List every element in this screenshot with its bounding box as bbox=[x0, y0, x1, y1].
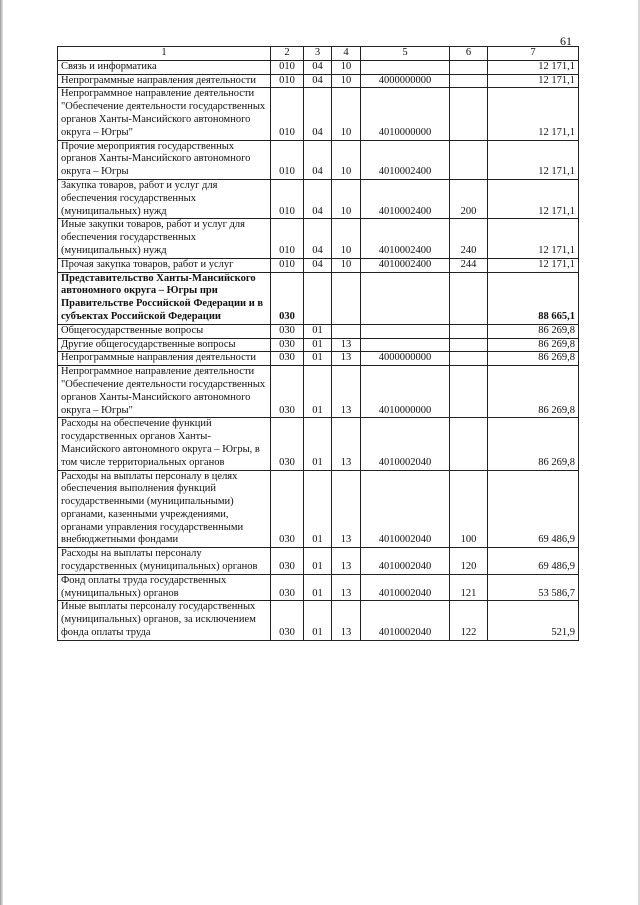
row-amount-cell: 69 486,9 bbox=[488, 470, 579, 548]
row-name-cell: Связь и информатика bbox=[58, 60, 271, 74]
row-admin-code-cell: 030 bbox=[271, 272, 304, 324]
row-subsection-cell bbox=[332, 272, 361, 324]
row-expense-type-cell bbox=[450, 338, 488, 352]
row-name-cell: Расходы на выплаты персоналу государственных (муниципальных) органов bbox=[58, 548, 271, 575]
row-admin-code-cell: 030 bbox=[271, 338, 304, 352]
row-amount-cell: 12 171,1 bbox=[488, 74, 579, 88]
row-section-cell: 01 bbox=[304, 366, 332, 418]
row-expense-type-cell bbox=[450, 352, 488, 366]
row-name-cell: Фонд оплаты труда государственных (муниципальных) органов bbox=[58, 574, 271, 601]
row-section-cell: 04 bbox=[304, 60, 332, 74]
table-row bbox=[58, 352, 579, 366]
row-section-cell: 01 bbox=[304, 352, 332, 366]
table-row bbox=[58, 74, 579, 88]
row-amount-cell: 12 171,1 bbox=[488, 179, 579, 218]
table-row bbox=[58, 60, 579, 74]
row-section-cell: 04 bbox=[304, 140, 332, 179]
row-name-cell: Представительство Ханты-Мансийского автономного округа – Югры при Правительстве Российской Федерации и в субъектах Российской Федерации bbox=[58, 272, 271, 324]
column-header-6: 6 bbox=[450, 47, 488, 61]
row-expense-type-cell bbox=[450, 60, 488, 74]
column-header-7: 7 bbox=[488, 47, 579, 61]
row-subsection-cell: 13 bbox=[332, 418, 361, 470]
row-admin-code-cell: 010 bbox=[271, 74, 304, 88]
row-section-cell: 01 bbox=[304, 324, 332, 338]
row-expense-type-cell bbox=[450, 140, 488, 179]
table-body bbox=[58, 47, 579, 641]
row-amount-cell: 69 486,9 bbox=[488, 548, 579, 575]
row-target-article-cell: 4010002040 bbox=[361, 418, 450, 470]
row-name-cell: Прочие мероприятия государственных органов Ханты-Мансийского автономного округа – Югры bbox=[58, 140, 271, 179]
row-admin-code-cell: 010 bbox=[271, 88, 304, 140]
row-expense-type-cell: 100 bbox=[450, 470, 488, 548]
row-subsection-cell: 10 bbox=[332, 74, 361, 88]
row-name-cell: Иные закупки товаров, работ и услуг для обеспечения государственных (муниципальных) нужд bbox=[58, 219, 271, 258]
row-subsection-cell: 10 bbox=[332, 88, 361, 140]
row-target-article-cell: 4010000000 bbox=[361, 88, 450, 140]
table-row bbox=[58, 324, 579, 338]
row-amount-cell: 86 269,8 bbox=[488, 418, 579, 470]
row-section-cell: 01 bbox=[304, 418, 332, 470]
row-expense-type-cell: 121 bbox=[450, 574, 488, 601]
row-name-cell: Расходы на обеспечение функций государственных органов Ханты-Мансийского автономного округа – Югры, в том числе территориальных органов bbox=[58, 418, 271, 470]
row-name-cell: Непрограммные направления деятельности bbox=[58, 352, 271, 366]
table-row bbox=[58, 418, 579, 470]
row-section-cell: 04 bbox=[304, 258, 332, 272]
row-admin-code-cell: 030 bbox=[271, 324, 304, 338]
row-name-cell: Непрограммное направление деятельности "Обеспечение деятельности государственных органов Ханты-Мансийского автономного округа – Югры" bbox=[58, 88, 271, 140]
row-target-article-cell bbox=[361, 272, 450, 324]
table-row bbox=[58, 272, 579, 324]
row-expense-type-cell: 200 bbox=[450, 179, 488, 218]
row-name-cell: Общегосударственные вопросы bbox=[58, 324, 271, 338]
page-number: 61 bbox=[560, 34, 572, 48]
table-row bbox=[58, 601, 579, 640]
row-section-cell: 04 bbox=[304, 74, 332, 88]
row-name-cell: Расходы на выплаты персоналу в целях обеспечения выполнения функций государственными (муниципальными) органами, казенными учреждениями, органами управления государственными внебюджетными фондами bbox=[58, 470, 271, 548]
row-expense-type-cell: 244 bbox=[450, 258, 488, 272]
budget-table bbox=[57, 46, 579, 641]
row-amount-cell: 12 171,1 bbox=[488, 140, 579, 179]
row-section-cell: 04 bbox=[304, 88, 332, 140]
row-subsection-cell: 10 bbox=[332, 140, 361, 179]
row-amount-cell: 521,9 bbox=[488, 601, 579, 640]
row-subsection-cell bbox=[332, 324, 361, 338]
column-header-1: 1 bbox=[58, 47, 271, 61]
row-target-article-cell bbox=[361, 338, 450, 352]
row-admin-code-cell: 030 bbox=[271, 601, 304, 640]
row-admin-code-cell: 010 bbox=[271, 60, 304, 74]
row-section-cell: 01 bbox=[304, 601, 332, 640]
row-amount-cell: 86 269,8 bbox=[488, 366, 579, 418]
row-amount-cell: 53 586,7 bbox=[488, 574, 579, 601]
table-row bbox=[58, 179, 579, 218]
table-row bbox=[58, 88, 579, 140]
row-amount-cell: 12 171,1 bbox=[488, 60, 579, 74]
row-expense-type-cell bbox=[450, 74, 488, 88]
row-name-cell: Прочая закупка товаров, работ и услуг bbox=[58, 258, 271, 272]
row-expense-type-cell: 120 bbox=[450, 548, 488, 575]
row-subsection-cell: 13 bbox=[332, 470, 361, 548]
column-header-5: 5 bbox=[361, 47, 450, 61]
row-amount-cell: 86 269,8 bbox=[488, 338, 579, 352]
row-subsection-cell: 13 bbox=[332, 574, 361, 601]
table-header-row bbox=[58, 47, 579, 61]
row-section-cell: 01 bbox=[304, 338, 332, 352]
row-subsection-cell: 13 bbox=[332, 601, 361, 640]
row-amount-cell: 12 171,1 bbox=[488, 258, 579, 272]
row-subsection-cell: 10 bbox=[332, 60, 361, 74]
row-expense-type-cell bbox=[450, 418, 488, 470]
table-row bbox=[58, 548, 579, 575]
row-amount-cell: 12 171,1 bbox=[488, 88, 579, 140]
row-admin-code-cell: 010 bbox=[271, 258, 304, 272]
row-name-cell: Непрограммные направления деятельности bbox=[58, 74, 271, 88]
row-section-cell bbox=[304, 272, 332, 324]
row-admin-code-cell: 030 bbox=[271, 352, 304, 366]
row-target-article-cell: 4010000000 bbox=[361, 366, 450, 418]
row-target-article-cell: 4010002040 bbox=[361, 548, 450, 575]
row-expense-type-cell bbox=[450, 366, 488, 418]
row-section-cell: 01 bbox=[304, 574, 332, 601]
row-amount-cell: 86 269,8 bbox=[488, 352, 579, 366]
row-target-article-cell: 4000000000 bbox=[361, 352, 450, 366]
row-subsection-cell: 13 bbox=[332, 352, 361, 366]
row-section-cell: 04 bbox=[304, 219, 332, 258]
row-amount-cell: 12 171,1 bbox=[488, 219, 579, 258]
row-admin-code-cell: 030 bbox=[271, 366, 304, 418]
row-admin-code-cell: 030 bbox=[271, 574, 304, 601]
row-subsection-cell: 10 bbox=[332, 179, 361, 218]
row-expense-type-cell bbox=[450, 324, 488, 338]
row-target-article-cell: 4010002400 bbox=[361, 140, 450, 179]
row-subsection-cell: 13 bbox=[332, 338, 361, 352]
column-header-3: 3 bbox=[304, 47, 332, 61]
row-admin-code-cell: 010 bbox=[271, 140, 304, 179]
table-row bbox=[58, 258, 579, 272]
table-row bbox=[58, 366, 579, 418]
table-row bbox=[58, 140, 579, 179]
row-name-cell: Закупка товаров, работ и услуг для обеспечения государственных (муниципальных) нужд bbox=[58, 179, 271, 218]
row-target-article-cell bbox=[361, 324, 450, 338]
table-row bbox=[58, 470, 579, 548]
row-subsection-cell: 13 bbox=[332, 366, 361, 418]
row-section-cell: 01 bbox=[304, 470, 332, 548]
scan-edge-left bbox=[0, 0, 3, 905]
row-target-article-cell: 4010002040 bbox=[361, 470, 450, 548]
row-target-article-cell: 4010002400 bbox=[361, 258, 450, 272]
row-target-article-cell: 4010002400 bbox=[361, 179, 450, 218]
row-target-article-cell: 4010002040 bbox=[361, 601, 450, 640]
row-amount-cell: 86 269,8 bbox=[488, 324, 579, 338]
row-subsection-cell: 10 bbox=[332, 219, 361, 258]
row-section-cell: 04 bbox=[304, 179, 332, 218]
row-target-article-cell bbox=[361, 60, 450, 74]
row-target-article-cell: 4010002400 bbox=[361, 219, 450, 258]
row-name-cell: Иные выплаты персоналу государственных (муниципальных) органов, за исключением фонда оплаты труда bbox=[58, 601, 271, 640]
row-admin-code-cell: 030 bbox=[271, 418, 304, 470]
table-row bbox=[58, 338, 579, 352]
row-admin-code-cell: 010 bbox=[271, 179, 304, 218]
row-subsection-cell: 13 bbox=[332, 548, 361, 575]
row-admin-code-cell: 010 bbox=[271, 219, 304, 258]
row-target-article-cell: 4010002040 bbox=[361, 574, 450, 601]
row-name-cell: Непрограммное направление деятельности "Обеспечение деятельности государственных органов Ханты-Мансийского автономного округа – Югры" bbox=[58, 366, 271, 418]
table-row bbox=[58, 574, 579, 601]
row-expense-type-cell bbox=[450, 88, 488, 140]
row-target-article-cell: 4000000000 bbox=[361, 74, 450, 88]
row-name-cell: Другие общегосударственные вопросы bbox=[58, 338, 271, 352]
row-expense-type-cell: 240 bbox=[450, 219, 488, 258]
row-expense-type-cell: 122 bbox=[450, 601, 488, 640]
column-header-2: 2 bbox=[271, 47, 304, 61]
table-row bbox=[58, 219, 579, 258]
column-header-4: 4 bbox=[332, 47, 361, 61]
row-admin-code-cell: 030 bbox=[271, 548, 304, 575]
row-expense-type-cell bbox=[450, 272, 488, 324]
row-amount-cell: 88 665,1 bbox=[488, 272, 579, 324]
row-admin-code-cell: 030 bbox=[271, 470, 304, 548]
row-section-cell: 01 bbox=[304, 548, 332, 575]
row-subsection-cell: 10 bbox=[332, 258, 361, 272]
